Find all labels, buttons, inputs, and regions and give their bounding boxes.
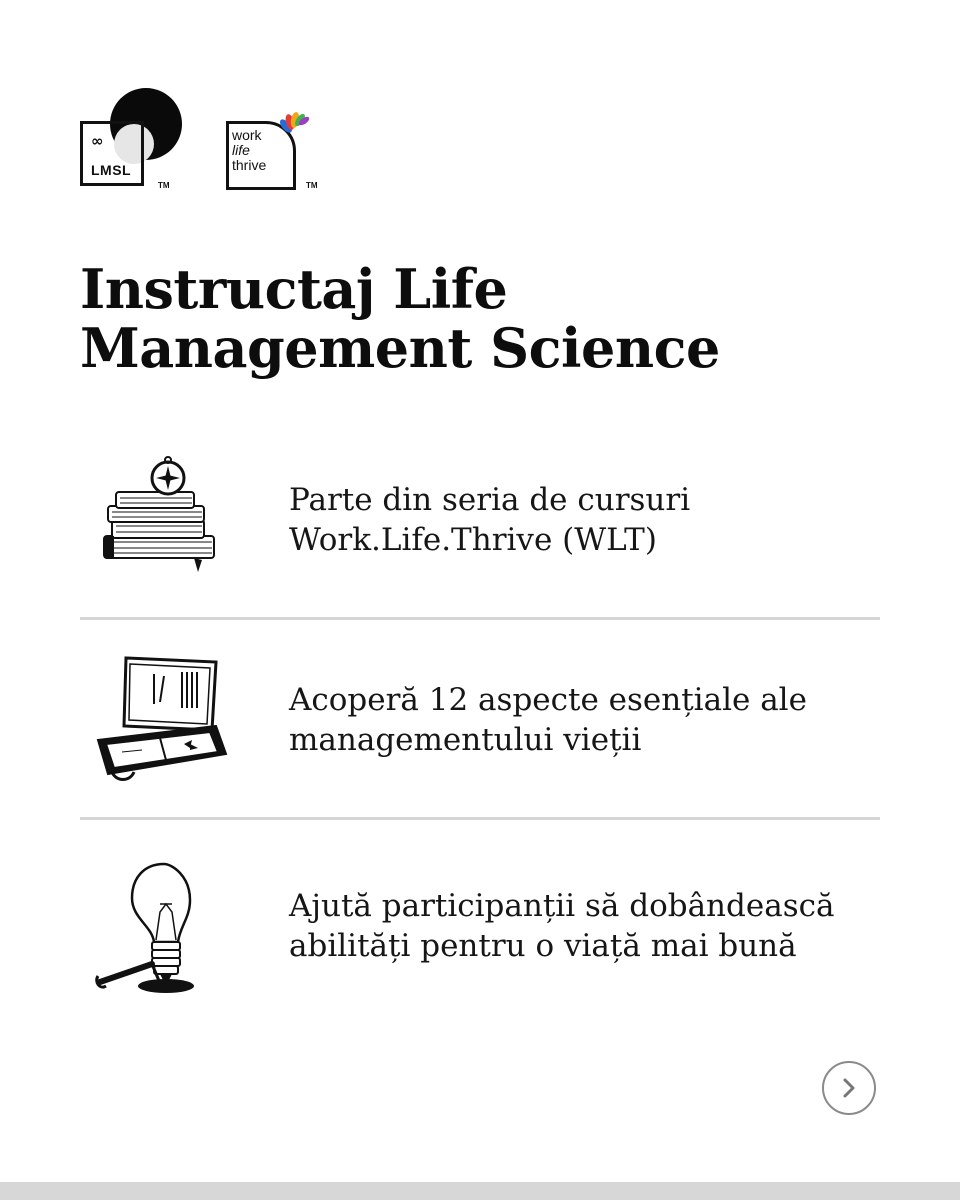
logo-row <box>80 88 340 198</box>
feature-row-3 <box>80 860 880 1030</box>
infinity-icon: ∞ <box>91 132 104 150</box>
bottom-bar <box>0 1182 960 1200</box>
wlt-logo-text <box>232 128 266 173</box>
feature-text-3: Ajută participanții să dobândească abilități pentru o viață mai bună <box>289 888 835 964</box>
open-briefcase-illustration <box>94 648 234 788</box>
wlt-logo-line-thrive: thrive <box>232 157 267 173</box>
page-title: Instructaj Life Management Science <box>80 257 720 380</box>
lightbulb-wrench-illustration <box>94 860 234 1000</box>
feature-row-2 <box>80 648 880 818</box>
books-compass-illustration <box>94 448 234 588</box>
lmsl-logo-text: LMSL <box>91 162 132 178</box>
divider-2 <box>80 817 880 820</box>
wlt-trademark: TM <box>306 181 318 190</box>
flower-petals-icon <box>276 108 310 136</box>
wlt-logo-line-work: work <box>232 127 262 143</box>
lmsl-logo <box>80 88 190 192</box>
wlt-logo <box>226 108 326 192</box>
lmsl-trademark: TM <box>158 181 170 190</box>
divider-1 <box>80 617 880 620</box>
chevron-right-icon <box>837 1076 861 1100</box>
wlt-logo-line-life: life <box>232 142 250 158</box>
next-button[interactable] <box>822 1061 876 1115</box>
feature-text-1: Parte din seria de cursuri Work.Life.Thrive (WLT) <box>289 482 691 558</box>
feature-row-1 <box>80 448 880 618</box>
feature-text-2: Acoperă 12 aspecte esențiale ale managementului vieții <box>289 682 807 758</box>
